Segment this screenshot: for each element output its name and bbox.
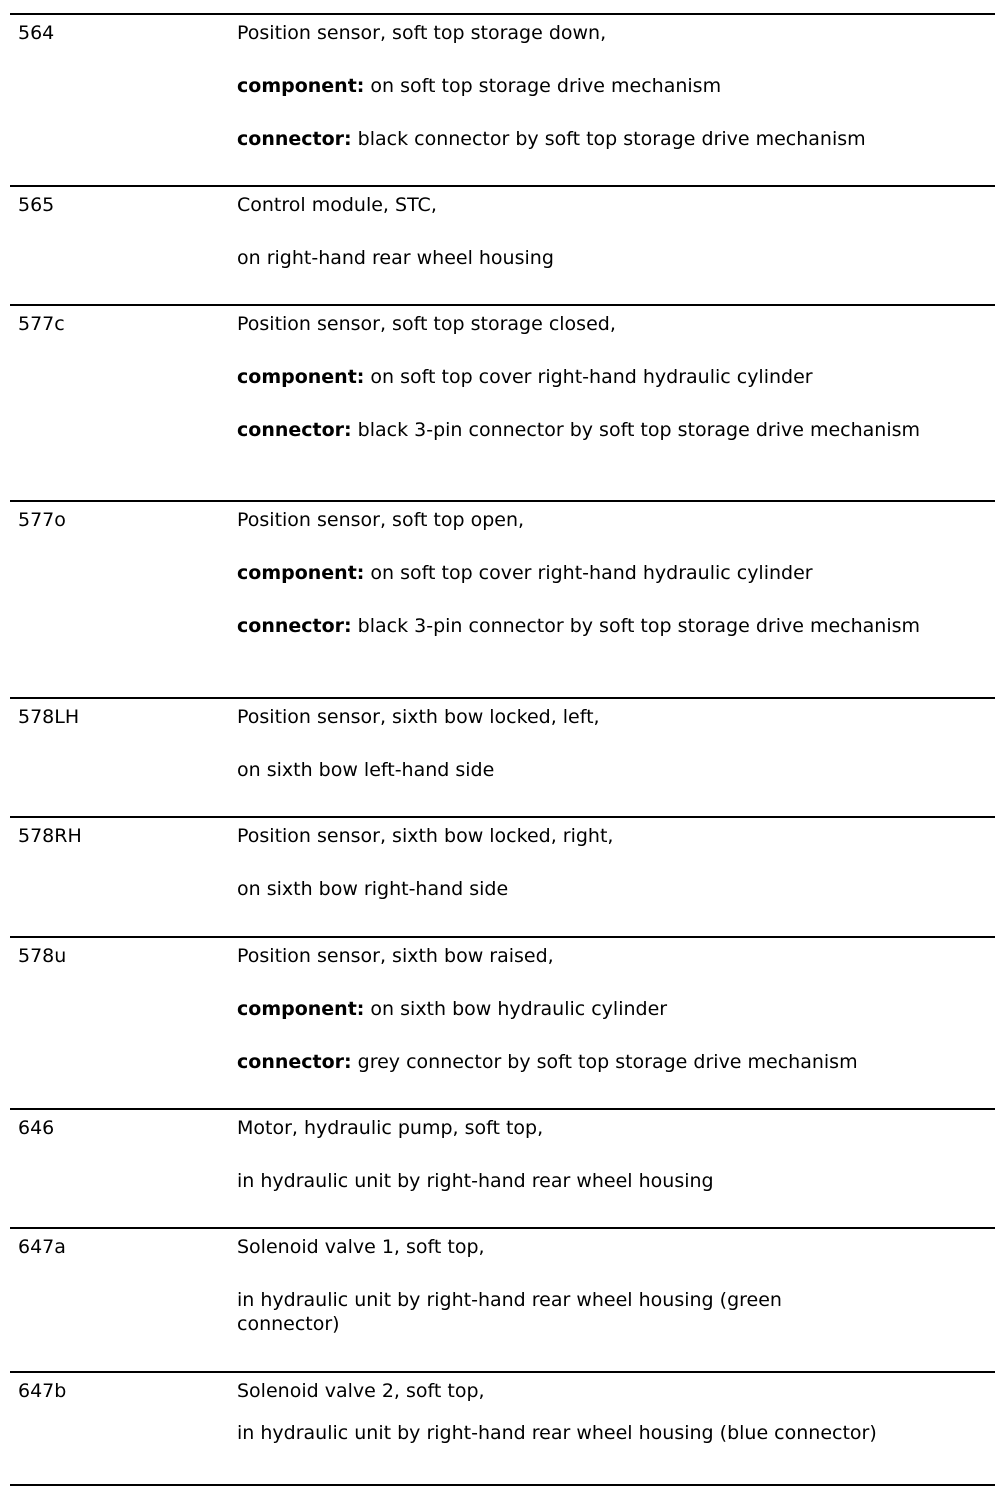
- location-line: in hydraulic unit by right-hand rear wheel housing: [237, 1170, 714, 1192]
- component-description: [237, 312, 957, 442]
- connector-label: connector:: [237, 615, 352, 637]
- component-description: [237, 508, 957, 638]
- table-row: [10, 936, 995, 1109]
- table-row: [10, 1371, 995, 1484]
- component-description: [237, 1116, 957, 1193]
- component-description: [237, 705, 957, 782]
- description-line: Position sensor, sixth bow locked, left,: [237, 706, 600, 728]
- component-code: 577c: [18, 313, 65, 335]
- description-line: Position sensor, soft top open,: [237, 509, 525, 531]
- description-line: Solenoid valve 1, soft top,: [237, 1236, 485, 1258]
- connector-location-line: connector: black connector by soft top storage drive mechanism: [237, 128, 866, 150]
- component-description: [237, 21, 957, 151]
- component-label: component:: [237, 75, 365, 97]
- description-line: Position sensor, sixth bow locked, right,: [237, 825, 614, 847]
- connector-location-line: connector: black 3-pin connector by soft top storage drive mechanism: [237, 615, 921, 637]
- table-row: [10, 185, 995, 305]
- location-line: on sixth bow left-hand side: [237, 759, 495, 781]
- component-description: [237, 1235, 837, 1336]
- description-line: Position sensor, soft top storage closed,: [237, 313, 616, 335]
- connector-label: connector:: [237, 128, 352, 150]
- component-code: 646: [18, 1117, 55, 1139]
- connector-location-line: connector: black 3-pin connector by soft top storage drive mechanism: [237, 419, 921, 441]
- table-row: [10, 500, 995, 699]
- component-code: 577o: [18, 509, 66, 531]
- description-line: Position sensor, soft top storage down,: [237, 22, 607, 44]
- description-line: Solenoid valve 2, soft top,: [237, 1380, 485, 1402]
- component-location-line: component: on soft top cover right-hand hydraulic cylinder: [237, 366, 813, 388]
- description-line: Control module, STC,: [237, 194, 437, 216]
- table-row: [10, 697, 995, 818]
- component-location-line: component: on soft top storage drive mechanism: [237, 75, 722, 97]
- component-description: [237, 824, 957, 901]
- location-line: in hydraulic unit by right-hand rear wheel housing (blue connector): [237, 1422, 877, 1444]
- component-location-line: component: on soft top cover right-hand hydraulic cylinder: [237, 562, 813, 584]
- component-code: 578RH: [18, 825, 82, 847]
- component-label: component:: [237, 998, 365, 1020]
- connector-location-line: connector: grey connector by soft top storage drive mechanism: [237, 1051, 858, 1073]
- location-line: on right-hand rear wheel housing: [237, 247, 554, 269]
- table-row: [10, 1108, 995, 1229]
- component-description: [237, 193, 957, 270]
- component-description: [237, 1379, 977, 1445]
- table-row: [10, 304, 995, 502]
- table-row: [10, 1227, 995, 1373]
- table-row: [10, 13, 995, 186]
- connector-label: connector:: [237, 419, 352, 441]
- component-code: 578LH: [18, 706, 80, 728]
- table-bottom-rule: [10, 1484, 995, 1486]
- description-line: Position sensor, sixth bow raised,: [237, 945, 554, 967]
- component-code: 578u: [18, 945, 67, 967]
- table-row: [10, 816, 995, 937]
- component-code: 647a: [18, 1236, 66, 1258]
- component-description: [237, 944, 957, 1074]
- component-code: 647b: [18, 1380, 67, 1402]
- component-code: 564: [18, 22, 55, 44]
- description-line: Motor, hydraulic pump, soft top,: [237, 1117, 544, 1139]
- location-line: on sixth bow right-hand side: [237, 878, 509, 900]
- connector-label: connector:: [237, 1051, 352, 1073]
- component-label: component:: [237, 562, 365, 584]
- component-location-line: component: on sixth bow hydraulic cylinder: [237, 998, 668, 1020]
- location-line: in hydraulic unit by right-hand rear wheel housing (green connector): [237, 1289, 782, 1335]
- component-label: component:: [237, 366, 365, 388]
- component-code: 565: [18, 194, 55, 216]
